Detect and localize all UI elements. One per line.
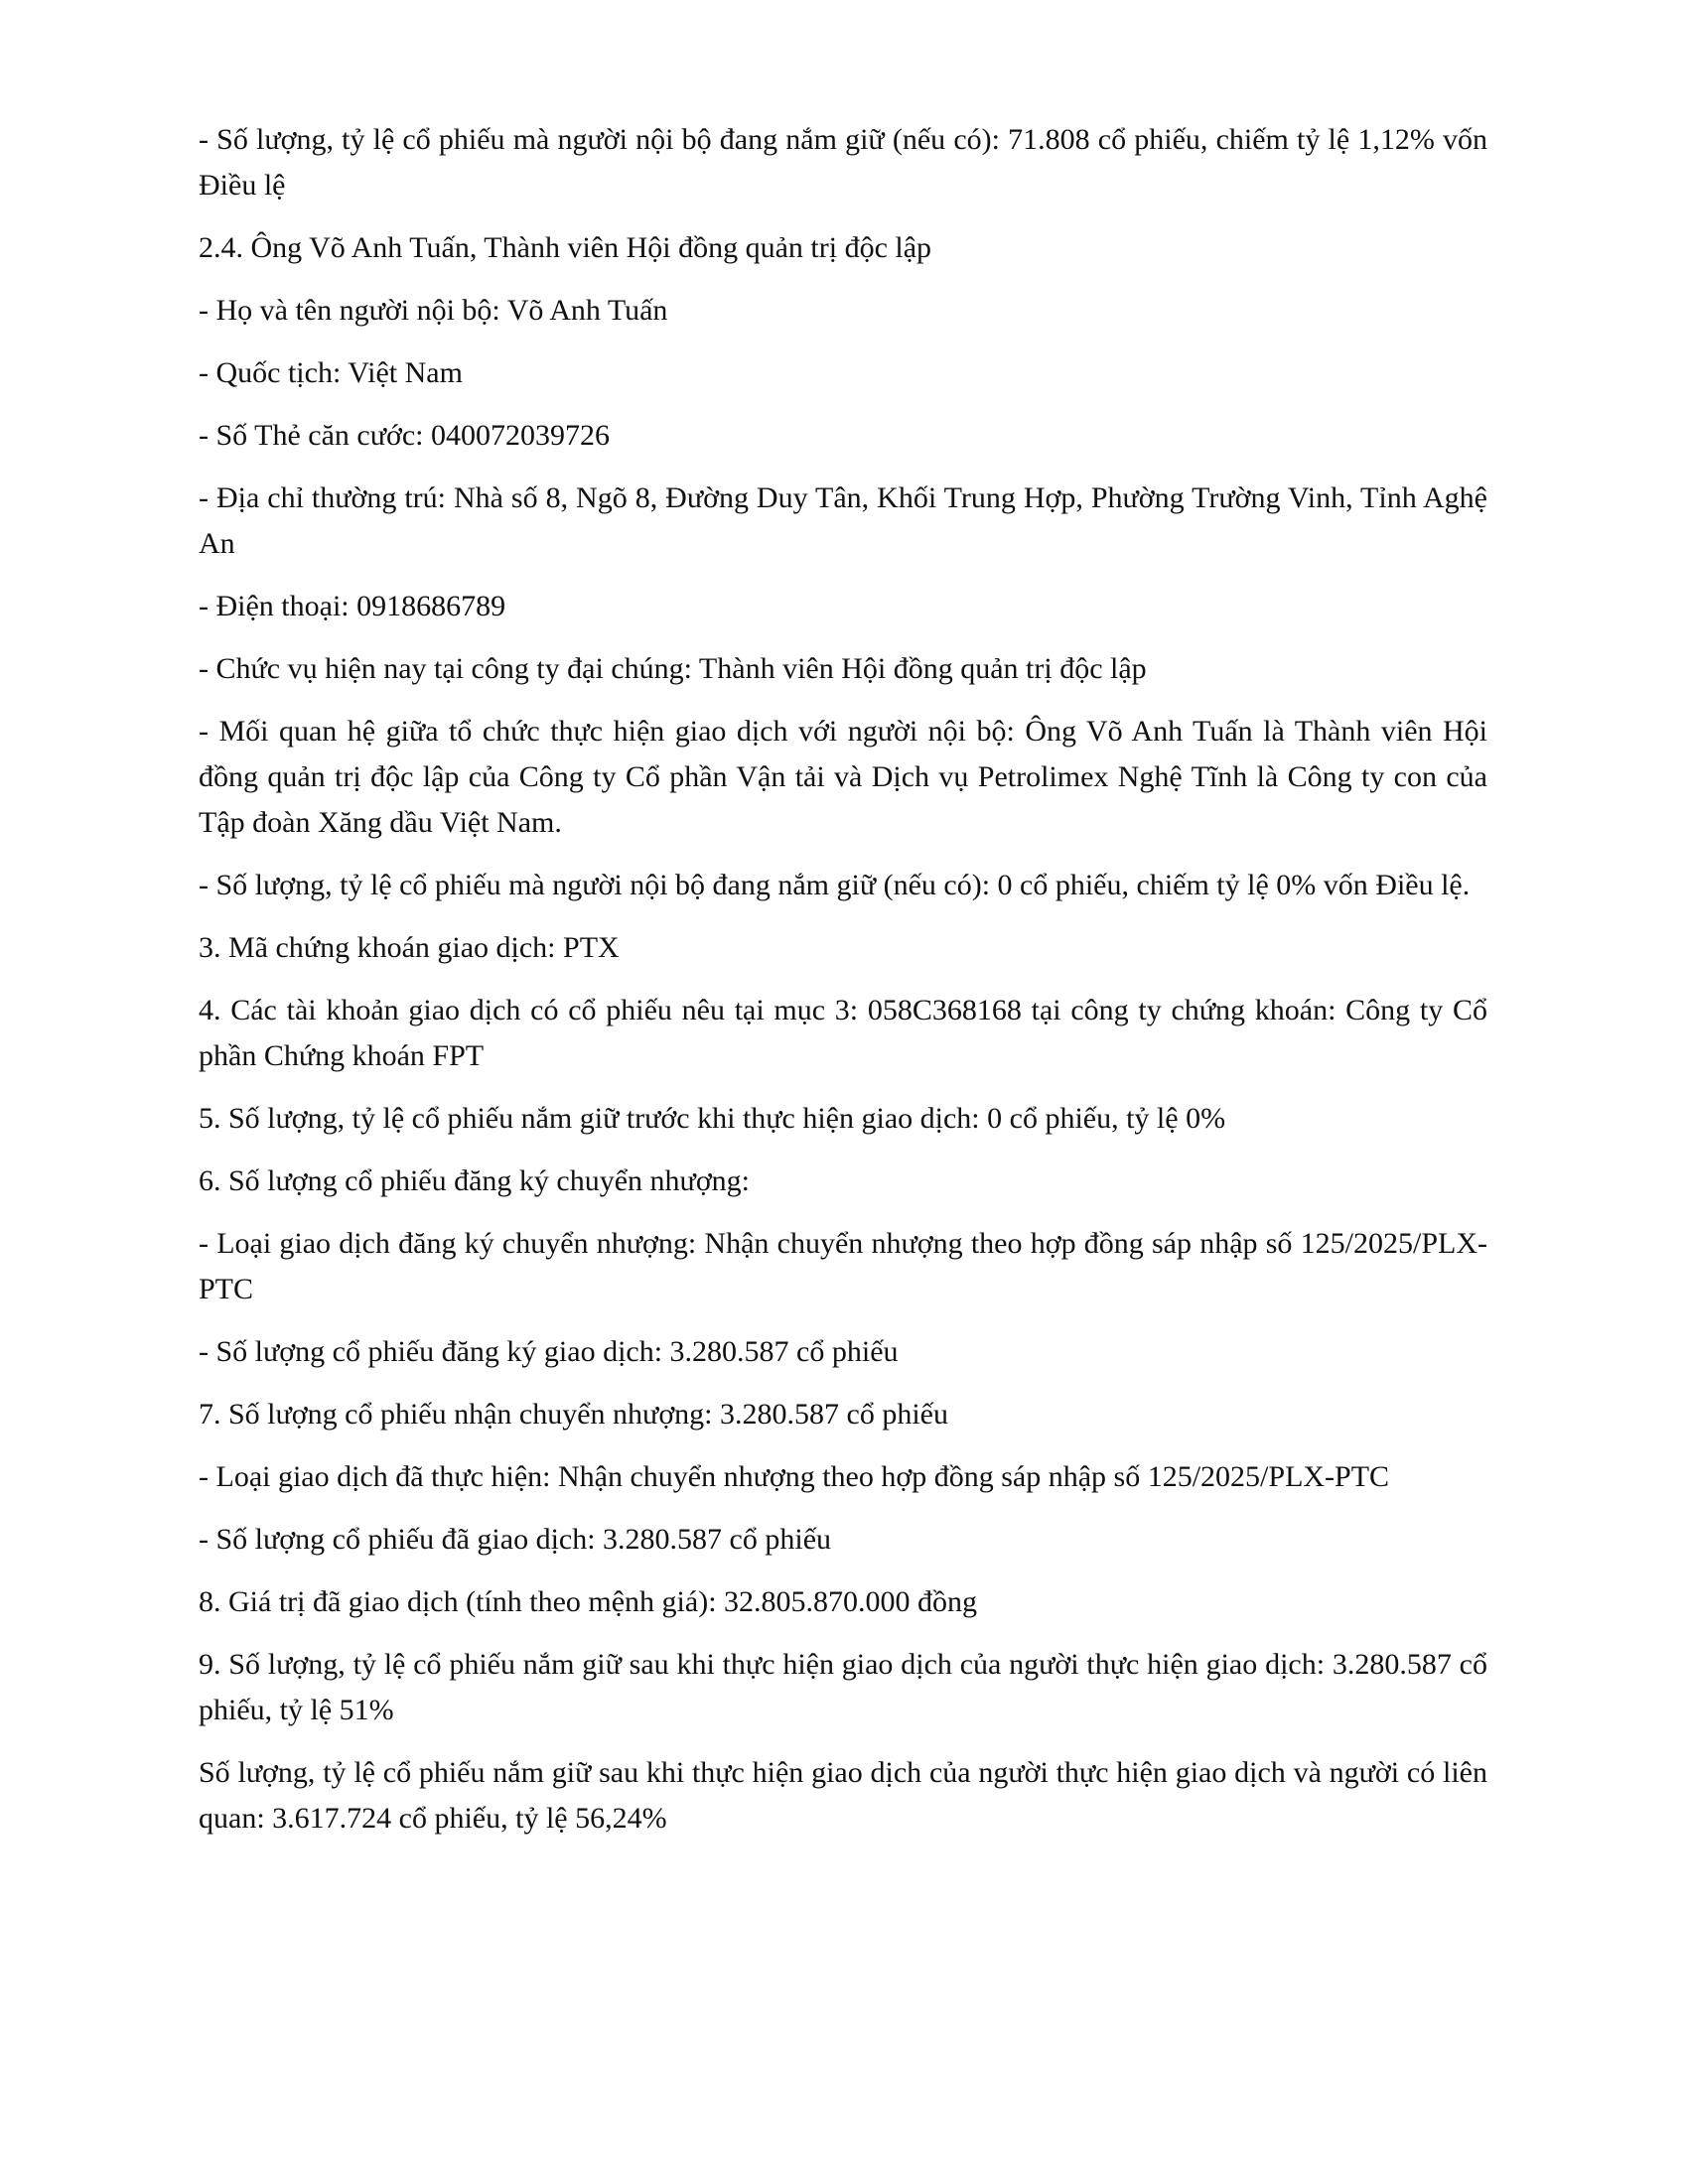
paragraph-registered-type: - Loại giao dịch đăng ký chuyển nhượng: Nhận chuyển nhượng theo hợp đồng sáp nhập số 125/2025/PLX-PTC: [199, 1227, 1487, 1305]
paragraph-shares-after: 9. Số lượng, tỷ lệ cổ phiếu nắm giữ sau khi thực hiện giao dịch của người thực hiện giao dịch: 3.280.587 cổ phiếu, tỷ lệ 51%: [199, 1648, 1487, 1726]
paragraph-nationality: - Quốc tịch: Việt Nam: [199, 356, 463, 389]
paragraph-shares-after-related: Số lượng, tỷ lệ cổ phiếu nắm giữ sau khi thực hiện giao dịch của người thực hiện giao dịch và người có liên quan: 3.617.724 cổ phiếu, tỷ lệ 56,24%: [199, 1756, 1487, 1835]
paragraph-registered-heading: 6. Số lượng cổ phiếu đăng ký chuyển nhượng:: [199, 1164, 751, 1197]
paragraph-position: - Chức vụ hiện nay tại công ty đại chúng: Thành viên Hội đồng quản trị độc lập: [199, 652, 1147, 685]
paragraph-phone: - Điện thoại: 0918686789: [199, 590, 506, 622]
paragraph-relationship: - Mối quan hệ giữa tổ chức thực hiện giao dịch với người nội bộ: Ông Võ Anh Tuấn là Thành viên Hội đồng quản trị độc lập của Công ty Cổ phần Vận tải và Dịch vụ Petrolimex Nghệ Tĩnh là Công ty con của Tập đoàn Xăng dầu Việt Nam.: [199, 715, 1487, 839]
paragraph-stock-code: 3. Mã chứng khoán giao dịch: PTX: [199, 931, 620, 964]
paragraph-insider-name: - Họ và tên người nội bộ: Võ Anh Tuấn: [199, 294, 668, 327]
paragraph-shares-before: 5. Số lượng, tỷ lệ cổ phiếu nắm giữ trước khi thực hiện giao dịch: 0 cổ phiếu, tỷ lệ 0%: [199, 1102, 1226, 1135]
document-page: [199, 117, 1487, 1858]
paragraph-section-2-4-heading: 2.4. Ông Võ Anh Tuấn, Thành viên Hội đồng quản trị độc lập: [199, 231, 932, 264]
paragraph-address: - Địa chỉ thường trú: Nhà số 8, Ngõ 8, Đường Duy Tân, Khối Trung Hợp, Phường Trường Vinh, Tỉnh Aghệ An: [199, 481, 1487, 560]
paragraph-trading-accounts: 4. Các tài khoản giao dịch có cổ phiếu nêu tại mục 3: 058C368168 tại công ty chứng khoán: Công ty Cổ phần Chứng khoán FPT: [199, 994, 1487, 1072]
paragraph-id-card: - Số Thẻ căn cước: 040072039726: [199, 419, 610, 452]
paragraph-insider-shareholding: - Số lượng, tỷ lệ cổ phiếu mà người nội bộ đang nắm giữ (nếu có): 0 cổ phiếu, chiếm tỷ lệ 0% vốn Điều lệ.: [199, 869, 1471, 901]
paragraph-executed-type: - Loại giao dịch đã thực hiện: Nhận chuyển nhượng theo hợp đồng sáp nhập số 125/2025/PLX-PTC: [199, 1460, 1390, 1493]
paragraph-transaction-value: 8. Giá trị đã giao dịch (tính theo mệnh giá): 32.805.870.000 đồng: [199, 1585, 978, 1618]
paragraph-executed-quantity: - Số lượng cổ phiếu đã giao dịch: 3.280.587 cổ phiếu: [199, 1523, 832, 1556]
paragraph-shareholding-previous: - Số lượng, tỷ lệ cổ phiếu mà người nội bộ đang nắm giữ (nếu có): 71.808 cổ phiếu, chiếm tỷ lệ 1,12% vốn Điều lệ: [199, 123, 1487, 202]
paragraph-received-quantity: 7. Số lượng cổ phiếu nhận chuyển nhượng: 3.280.587 cổ phiếu: [199, 1398, 948, 1431]
paragraph-registered-quantity: - Số lượng cổ phiếu đăng ký giao dịch: 3.280.587 cổ phiếu: [199, 1335, 899, 1368]
